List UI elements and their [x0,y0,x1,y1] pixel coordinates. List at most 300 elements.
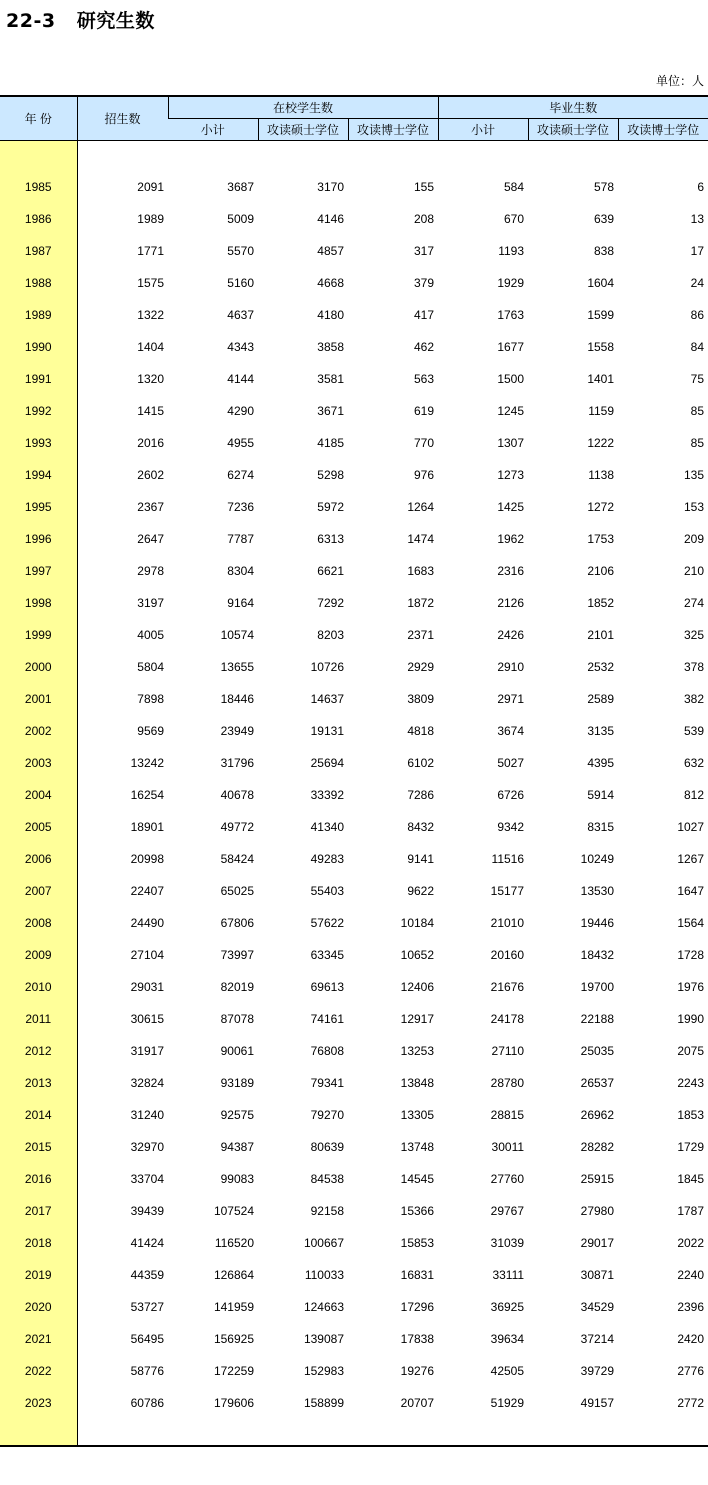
in-school-master-cell: 124663 [303,1300,344,1314]
graduates-doctor-cell: 1564 [677,916,705,930]
year-cell: 2006 [0,843,77,875]
in-school-doctor-cell: 2929 [407,660,435,674]
in-school-doctor-cell: 19276 [400,1364,435,1378]
year-cell: 2012 [0,1035,77,1067]
in-school-subtotal-cell: 116520 [214,1236,254,1250]
enrollment-cell: 53727 [130,1300,164,1314]
in-school-doctor-cell: 13253 [400,1044,435,1058]
year-cell: 1988 [0,267,77,299]
in-school-doctor-cell: 15366 [400,1204,435,1218]
in-school-subtotal-cell: 4343 [227,340,254,354]
graduates-doctor-cell: 85 [690,436,705,450]
graduates-doctor-cell: 1729 [677,1140,705,1154]
graduates-subtotal-cell: 42505 [490,1364,525,1378]
enrollment-cell: 13242 [130,756,164,770]
graduates-doctor-cell: 1853 [677,1108,705,1122]
in-school-master-cell: 3671 [317,404,344,418]
graduates-subtotal-cell: 1273 [497,468,525,482]
in-school-doctor-cell: 13848 [400,1076,435,1090]
graduates-master-cell: 18432 [580,948,615,962]
graduates-doctor-cell: 86 [690,308,705,322]
graduates-doctor-cell: 1845 [677,1172,705,1186]
graduates-master-cell: 26962 [580,1108,615,1122]
year-cell: 2021 [0,1323,77,1355]
in-school-subtotal-cell: 82019 [220,980,254,994]
table-row [0,1387,708,1419]
in-school-subtotal-cell: 31796 [220,756,254,770]
enrollment-cell: 58776 [130,1364,164,1378]
graduates-master-cell: 1852 [587,596,615,610]
in-school-master-cell: 5298 [317,468,344,482]
graduates-subtotal-cell: 6726 [497,788,525,802]
year-cell: 2002 [0,715,77,747]
enrollment-cell: 7898 [137,692,164,706]
in-school-doctor-cell: 770 [414,436,435,450]
in-school-master-cell: 76808 [310,1044,344,1058]
enrollment-cell: 31240 [130,1108,164,1122]
graduates-master-cell: 5914 [587,788,615,802]
graduates-subtotal-cell: 1500 [497,372,525,386]
enrollment-cell: 4005 [137,628,164,642]
in-school-subtotal-cell: 92575 [220,1108,254,1122]
in-school-doctor-cell: 8432 [407,820,435,834]
graduates-subtotal-cell: 29767 [490,1204,525,1218]
year-cell: 2008 [0,907,77,939]
year-cell [0,1419,77,1446]
graduates-master-cell: 25915 [580,1172,615,1186]
graduates-subtotal-cell: 1929 [497,276,525,290]
graduates-master-cell: 1401 [587,372,615,386]
graduates-subtotal-cell: 1245 [497,404,525,418]
table-row [0,1259,708,1291]
in-school-master-cell: 74161 [310,1012,344,1026]
graduates-doctor-cell: 2420 [677,1332,705,1346]
in-school-doctor-cell: 12406 [400,980,435,994]
in-school-doctor-cell: 208 [414,212,435,226]
in-school-doctor-cell: 317 [414,244,435,258]
graduates-subtotal-cell: 2426 [497,628,525,642]
in-school-subtotal-cell: 172259 [213,1364,254,1378]
graduates-doctor-cell: 812 [684,788,705,802]
in-school-master-cell: 152983 [303,1364,344,1378]
graduates-master-cell: 2532 [587,660,615,674]
graduates-subtotal-cell: 28780 [490,1076,525,1090]
header-in-school-master: 攻读硕士学位 [258,119,348,141]
in-school-master-cell: 33392 [310,788,344,802]
header-enrollment: 招生数 [77,96,168,141]
in-school-doctor-cell: 6102 [407,756,435,770]
in-school-master-cell: 8203 [317,628,344,642]
enrollment-cell: 44359 [130,1268,164,1282]
table-row [0,747,708,779]
graduates-doctor-cell: 17 [690,244,705,258]
graduates-master-cell: 838 [594,244,615,258]
in-school-master-cell: 5972 [317,500,344,514]
table-row [0,1323,708,1355]
graduates-master-cell: 49157 [580,1396,615,1410]
graduates-subtotal-cell: 51929 [490,1396,525,1410]
table-row [0,715,708,747]
graduates-doctor-cell: 1990 [677,1012,705,1026]
table-row [0,555,708,587]
in-school-subtotal-cell: 87078 [220,1012,254,1026]
graduates-subtotal-cell: 1193 [498,244,525,258]
graduates-master-cell: 1599 [587,308,615,322]
graduates-subtotal-cell: 2910 [497,660,525,674]
year-cell: 2011 [0,1003,77,1035]
in-school-subtotal-cell: 49772 [220,820,254,834]
in-school-master-cell: 49283 [310,852,344,866]
in-school-subtotal-cell: 90061 [220,1044,254,1058]
in-school-master-cell: 4146 [317,212,344,226]
table-row [0,1163,708,1195]
enrollment-cell: 2978 [137,564,164,578]
in-school-master-cell: 84538 [310,1172,344,1186]
graduates-doctor-cell: 153 [684,500,705,514]
in-school-subtotal-cell: 93189 [220,1076,254,1090]
year-cell: 1998 [0,587,77,619]
enrollment-cell: 2091 [137,180,164,194]
table-row [0,683,708,715]
in-school-doctor-cell: 10652 [400,948,435,962]
graduates-doctor-cell: 2022 [677,1236,705,1250]
year-cell: 1999 [0,619,77,651]
in-school-master-cell: 3170 [317,180,344,194]
graduates-subtotal-cell: 27760 [490,1172,525,1186]
in-school-subtotal-cell: 10574 [220,628,254,642]
graduates-master-cell: 26537 [580,1076,615,1090]
enrollment-cell: 1771 [137,244,164,258]
enrollment-cell: 3197 [137,596,164,610]
in-school-master-cell: 4180 [317,308,344,322]
enrollment-cell: 2647 [137,532,164,546]
year-cell: 2014 [0,1099,77,1131]
in-school-doctor-cell: 2371 [407,628,435,642]
header-graduates-subtotal: 小计 [438,119,528,141]
graduates-subtotal-cell: 5027 [497,756,525,770]
year-cell: 1987 [0,235,77,267]
graduates-doctor-cell: 1647 [677,884,705,898]
graduates-doctor-cell: 209 [684,532,705,546]
in-school-doctor-cell: 3809 [407,692,435,706]
graduates-subtotal-cell: 21676 [490,980,525,994]
year-cell: 2001 [0,683,77,715]
in-school-subtotal-cell: 73997 [220,948,254,962]
table-row [0,939,708,971]
graduates-master-cell: 1272 [587,500,615,514]
unit-label: 单位：人 [655,74,704,88]
enrollment-cell: 30615 [130,1012,164,1026]
graduates-subtotal-cell: 2971 [497,692,525,706]
in-school-doctor-cell: 20707 [400,1396,435,1410]
year-cell: 1993 [0,427,77,459]
in-school-master-cell: 55403 [310,884,344,898]
graduates-subtotal-cell: 36925 [490,1300,525,1314]
enrollment-cell: 1989 [137,212,164,226]
graduates-subtotal-cell: 39634 [490,1332,525,1346]
enrollment-cell: 56495 [130,1332,164,1346]
table-row [0,523,708,555]
enrollment-cell: 5804 [137,660,164,674]
in-school-doctor-cell: 1872 [407,596,435,610]
in-school-doctor-cell: 12917 [400,1012,435,1026]
year-cell: 1989 [0,299,77,331]
in-school-doctor-cell: 15853 [400,1236,435,1250]
in-school-master-cell: 14637 [310,692,344,706]
in-school-subtotal-cell: 7787 [227,532,254,546]
in-school-master-cell: 25694 [310,756,344,770]
in-school-subtotal-cell: 4144 [227,372,254,386]
table-row [0,171,708,203]
footer-row [0,1419,708,1446]
in-school-doctor-cell: 9141 [407,852,435,866]
in-school-doctor-cell: 1683 [407,564,435,578]
table-row [0,363,708,395]
table-row [0,1227,708,1259]
in-school-doctor-cell: 563 [414,372,435,386]
header-graduates: 毕业生数 [438,96,708,119]
table-row [0,811,708,843]
graduates-subtotal-cell: 28815 [490,1108,525,1122]
graduates-doctor-cell: 13 [690,212,705,226]
table-row [0,395,708,427]
in-school-doctor-cell: 14545 [400,1172,435,1186]
enrollment-cell: 16254 [130,788,164,802]
in-school-doctor-cell: 4818 [407,724,435,738]
year-cell: 2022 [0,1355,77,1387]
in-school-doctor-cell: 10184 [400,916,435,930]
year-cell: 1985 [0,171,77,203]
in-school-master-cell: 6313 [317,532,344,546]
graduates-master-cell: 2589 [587,692,615,706]
year-cell: 1991 [0,363,77,395]
graduates-subtotal-cell: 11516 [491,852,525,866]
header-in-school: 在校学生数 [168,96,438,119]
in-school-doctor-cell: 13748 [400,1140,435,1154]
table-row [0,299,708,331]
table-row [0,491,708,523]
table-row [0,619,708,651]
in-school-master-cell: 158899 [303,1396,344,1410]
year-cell: 1986 [0,203,77,235]
graduates-doctor-cell: 6 [697,180,705,194]
graduates-master-cell: 29017 [580,1236,615,1250]
graduates-subtotal-cell: 15177 [490,884,525,898]
in-school-subtotal-cell: 8304 [227,564,254,578]
year-cell: 2016 [0,1163,77,1195]
year-cell: 2015 [0,1131,77,1163]
graduates-subtotal-cell: 30011 [491,1140,525,1154]
graduate-students-table [0,95,708,1447]
table-body [0,141,708,1447]
table-row [0,907,708,939]
table-row [0,779,708,811]
graduates-doctor-cell: 75 [690,372,705,386]
enrollment-cell: 22407 [130,884,164,898]
graduates-master-cell: 19700 [580,980,615,994]
enrollment-cell: 24490 [130,916,164,930]
graduates-doctor-cell: 2396 [677,1300,705,1314]
spacer-row [0,141,708,172]
graduates-master-cell: 2101 [587,628,615,642]
in-school-doctor-cell: 379 [414,276,435,290]
graduates-master-cell: 34529 [580,1300,615,1314]
table-row [0,843,708,875]
year-cell: 2023 [0,1387,77,1419]
graduates-master-cell: 1604 [587,276,615,290]
year-cell: 2013 [0,1067,77,1099]
table-row [0,875,708,907]
in-school-subtotal-cell: 9164 [227,596,254,610]
year-cell: 1996 [0,523,77,555]
in-school-subtotal-cell: 107524 [213,1204,254,1218]
enrollment-cell: 2016 [137,436,164,450]
in-school-subtotal-cell: 7236 [227,500,254,514]
in-school-subtotal-cell: 5160 [227,276,254,290]
in-school-doctor-cell: 9622 [407,884,435,898]
year-cell: 2010 [0,971,77,1003]
graduates-doctor-cell: 24 [690,276,705,290]
in-school-doctor-cell: 16831 [400,1268,435,1282]
graduates-doctor-cell: 135 [684,468,705,482]
in-school-master-cell: 80639 [310,1140,344,1154]
graduates-master-cell: 13530 [580,884,615,898]
year-cell: 1994 [0,459,77,491]
in-school-master-cell: 63345 [310,948,344,962]
graduates-master-cell: 37214 [580,1332,615,1346]
in-school-doctor-cell: 976 [414,468,435,482]
in-school-doctor-cell: 1264 [407,500,435,514]
in-school-subtotal-cell: 156925 [213,1332,254,1346]
graduates-doctor-cell: 1728 [677,948,705,962]
graduates-master-cell: 578 [594,180,615,194]
page-title: 22-3 研究生数 [6,10,155,32]
enrollment-cell: 1404 [137,340,164,354]
in-school-subtotal-cell: 5570 [227,244,254,258]
graduates-subtotal-cell: 24178 [490,1012,525,1026]
graduates-master-cell: 10249 [580,852,615,866]
graduates-master-cell: 1558 [587,340,615,354]
graduates-subtotal-cell: 2316 [497,564,525,578]
in-school-doctor-cell: 7286 [407,788,435,802]
graduates-master-cell: 1753 [587,532,615,546]
graduates-subtotal-cell: 27110 [491,1044,525,1058]
in-school-master-cell: 79341 [310,1076,344,1090]
in-school-master-cell: 92158 [310,1204,344,1218]
in-school-master-cell: 79270 [310,1108,344,1122]
enrollment-cell: 39439 [130,1204,164,1218]
in-school-subtotal-cell: 13655 [220,660,254,674]
in-school-subtotal-cell: 126864 [213,1268,254,1282]
blank-cell [77,1419,708,1446]
year-cell: 2003 [0,747,77,779]
table-row [0,267,708,299]
in-school-doctor-cell: 417 [414,308,435,322]
table-row [0,235,708,267]
in-school-subtotal-cell: 40678 [220,788,254,802]
graduates-master-cell: 1222 [587,436,615,450]
in-school-subtotal-cell: 4290 [227,404,254,418]
graduates-master-cell: 19446 [580,916,615,930]
in-school-doctor-cell: 13305 [400,1108,435,1122]
in-school-master-cell: 4185 [317,436,344,450]
enrollment-cell: 1415 [137,404,164,418]
header-in-school-subtotal: 小计 [168,119,258,141]
in-school-subtotal-cell: 18446 [220,692,254,706]
graduates-subtotal-cell: 9342 [497,820,525,834]
graduates-subtotal-cell: 1425 [497,500,525,514]
year-cell: 1990 [0,331,77,363]
graduates-subtotal-cell: 21010 [490,916,525,930]
graduates-master-cell: 39729 [580,1364,615,1378]
graduates-master-cell: 22188 [580,1012,615,1026]
graduates-doctor-cell: 85 [690,404,705,418]
in-school-subtotal-cell: 99083 [220,1172,254,1186]
in-school-subtotal-cell: 23949 [220,724,254,738]
enrollment-cell: 18901 [130,820,164,834]
graduates-doctor-cell: 210 [684,564,705,578]
year-cell: 2018 [0,1227,77,1259]
graduates-master-cell: 1159 [588,404,615,418]
enrollment-cell: 31917 [130,1044,164,1058]
graduates-doctor-cell: 632 [684,756,705,770]
enrollment-cell: 1322 [137,308,164,322]
in-school-master-cell: 3858 [317,340,344,354]
in-school-master-cell: 6621 [317,564,344,578]
enrollment-cell: 29031 [130,980,164,994]
graduates-doctor-cell: 539 [684,724,705,738]
table-row [0,331,708,363]
year-cell: 2009 [0,939,77,971]
graduates-subtotal-cell: 1307 [497,436,525,450]
graduates-doctor-cell: 2243 [677,1076,705,1090]
in-school-master-cell: 139087 [303,1332,344,1346]
in-school-subtotal-cell: 3687 [227,180,254,194]
table-row [0,203,708,235]
graduates-master-cell: 25035 [580,1044,615,1058]
in-school-master-cell: 57622 [310,916,344,930]
header-in-school-doctor: 攻读博士学位 [348,119,438,141]
enrollment-cell: 1320 [137,372,164,386]
graduates-subtotal-cell: 1763 [497,308,525,322]
graduates-master-cell: 2106 [587,564,615,578]
in-school-master-cell: 3581 [317,372,344,386]
in-school-subtotal-cell: 4955 [227,436,254,450]
enrollment-cell: 2602 [137,468,164,482]
in-school-master-cell: 10726 [310,660,344,674]
table-row [0,1099,708,1131]
in-school-subtotal-cell: 58424 [220,852,254,866]
enrollment-cell: 32824 [130,1076,164,1090]
year-cell: 2017 [0,1195,77,1227]
in-school-master-cell: 4857 [317,244,344,258]
year-cell: 2007 [0,875,77,907]
table-row [0,1003,708,1035]
year-cell: 1997 [0,555,77,587]
table-row [0,651,708,683]
in-school-subtotal-cell: 67806 [220,916,254,930]
table-row [0,427,708,459]
graduates-master-cell: 30871 [580,1268,615,1282]
graduates-subtotal-cell: 1962 [497,532,525,546]
in-school-doctor-cell: 17296 [400,1300,435,1314]
enrollment-cell: 33704 [130,1172,164,1186]
table-row [0,587,708,619]
graduates-master-cell: 1138 [588,468,615,482]
year-cell: 1992 [0,395,77,427]
in-school-doctor-cell: 619 [414,404,435,418]
graduates-doctor-cell: 382 [684,692,705,706]
